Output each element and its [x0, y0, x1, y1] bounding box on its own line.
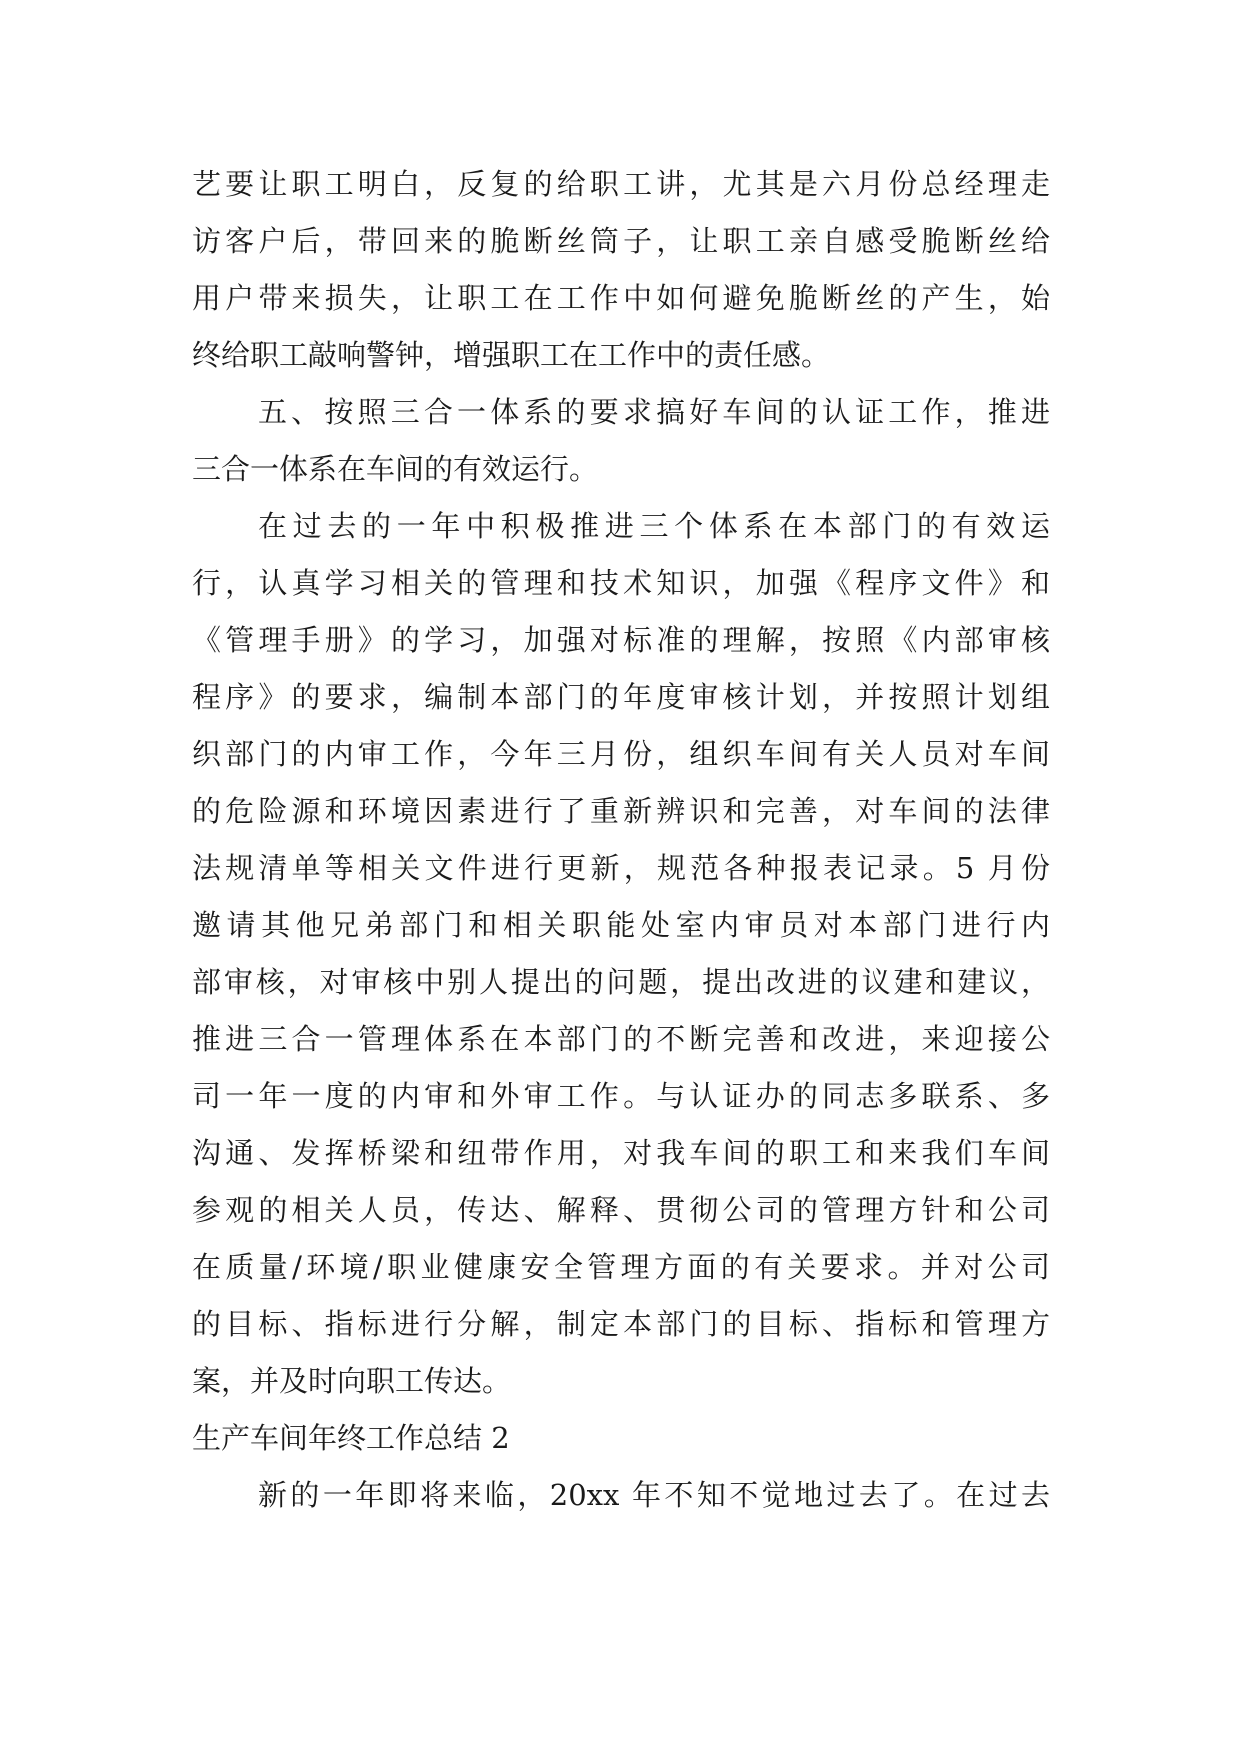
paragraph-line: 行，认真学习相关的管理和技术知识，加强《程序文件》和 — [192, 566, 1050, 600]
paragraph-line: 的目标、指标进行分解，制定本部门的目标、指标和管理方 — [192, 1307, 1050, 1341]
paragraph-line: 在过去的一年中积极推进三个体系在本部门的有效运 — [258, 509, 1050, 543]
section-heading-line: 三合一体系在车间的有效运行。 — [192, 452, 599, 486]
document-heading: 生产车间年终工作总结 2 — [192, 1421, 510, 1455]
paragraph-line: 法规清单等相关文件进行更新，规范各种报表记录。5 月份 — [192, 851, 1050, 885]
paragraph-line: 参观的相关人员，传达、解释、贯彻公司的管理方针和公司 — [192, 1193, 1050, 1227]
paragraph-line: 在质量/环境/职业健康安全管理方面的有关要求。并对公司 — [192, 1250, 1050, 1284]
paragraph-line: 程序》的要求，编制本部门的年度审核计划，并按照计划组 — [192, 680, 1050, 714]
paragraph-line: 新的一年即将来临，20xx 年不知不觉地过去了。在过去 — [258, 1478, 1050, 1512]
paragraph-line: 终给职工敲响警钟，增强职工在工作中的责任感。 — [192, 338, 831, 372]
paragraph-line: 沟通、发挥桥梁和纽带作用，对我车间的职工和来我们车间 — [192, 1136, 1050, 1170]
paragraph-line: 访客户后，带回来的脆断丝筒子，让职工亲自感受脆断丝给 — [192, 224, 1050, 258]
paragraph-line: 《管理手册》的学习，加强对标准的理解，按照《内部审核 — [192, 623, 1050, 657]
paragraph-line: 部审核，对审核中别人提出的问题，提出改进的议建和建议， — [192, 965, 1050, 999]
paragraph-line: 织部门的内审工作，今年三月份，组织车间有关人员对车间 — [192, 737, 1050, 771]
paragraph-line: 司一年一度的内审和外审工作。与认证办的同志多联系、多 — [192, 1079, 1050, 1113]
paragraph-line: 邀请其他兄弟部门和相关职能处室内审员对本部门进行内 — [192, 908, 1050, 942]
section-heading-line: 五、按照三合一体系的要求搞好车间的认证工作，推进 — [258, 395, 1050, 429]
paragraph-line: 的危险源和环境因素进行了重新辨识和完善，对车间的法律 — [192, 794, 1050, 828]
paragraph-line: 推进三合一管理体系在本部门的不断完善和改进，来迎接公 — [192, 1022, 1050, 1056]
paragraph-line: 案，并及时向职工传达。 — [192, 1364, 512, 1398]
paragraph-line: 用户带来损失，让职工在工作中如何避免脆断丝的产生，始 — [192, 281, 1050, 315]
paragraph-line: 艺要让职工明白，反复的给职工讲，尤其是六月份总经理走 — [192, 167, 1050, 201]
